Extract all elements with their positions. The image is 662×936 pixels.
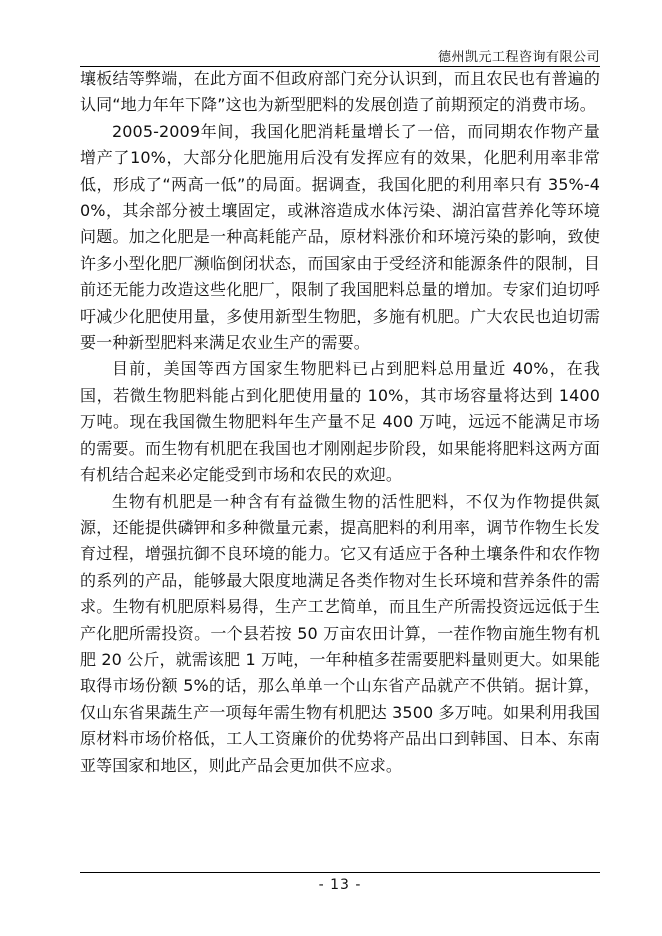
paragraph-biofertilizer-market: 目前，美国等西方国家生物肥料已占到肥料总用量近 40%，在我国，若微生物肥料能占到化肥使用量的 10%，其市场容量将达到 1400 万吨。现在我国微生物肥料年生产量不足 400 万吨，远远不能满足市场的需要。而生物有机肥在我国也才刚刚起步阶段，如果能将肥料这两方面有机结合起来必定能受到市场和农民的欢迎。: [80, 359, 600, 485]
paragraph-bio-organic-fertilizer: 生物有机肥是一种含有有益微生物的活性肥料，不仅为作物提供氮源，还能提供磷钾和多种微量元素，提高肥料的利用率，调节作物生长发育过程，增强抗御不良环境的能力。它又有适应于各种土壤条件和农作物的系列的产品，能够最大限度地满足各类作物对生长环境和营养条件的需求。生物有机肥原料易得，生产工艺简单，而且生产所需投资远远低于生产化肥所需投资。一个县若按 50 万亩农田计算，一茬作物亩施生物有机肥 20 公斤，就需该肥 1 万吨，一年种植多茬需要肥料量则更大。如果能取得市场份额 5%的话，那么单单一个山东省产品就产不供销。据计算，仅山东省果蔬生产一项每年需生物有机肥达 3500 多万吨。如果利用我国原材料市场价格低，工人工资廉价的优势将产品出口到韩国、日本、东南亚等国家和地区，则此产品会更加供不应求。: [80, 491, 600, 775]
document-body: [80, 66, 600, 779]
page-header: [80, 44, 600, 67]
page-footer: [80, 872, 600, 893]
company-name: 德州凯元工程咨询有限公司: [437, 50, 600, 65]
paragraph-fertilizer-usage: 2005-2009年间，我国化肥消耗量增长了一倍，而同期农作物产量增产了10%，大部分化肥施用后没有发挥应有的效果，化肥利用率非常低，形成了“两高一低”的局面。据调查，我国化肥的利用率只有 35%-40%，其余部分被土壤固定，或淋溶造成水体污染、湖泊富营养化等环境问题。加之化肥是一种高耗能产品，原材料涨价和环境污染的影响，致使许多小型化肥厂濒临倒闭状态，而国家由于受经济和能源条件的限制，目前还无能力改造这些化肥厂，限制了我国肥料总量的增加。专家们迫切呼吁减少化肥使用量，多使用新型生物肥，多施有机肥。广大农民也迫切需要一种新型肥料来满足农业生产的需要。: [80, 121, 600, 353]
page-number: - 13 -: [318, 877, 362, 893]
paragraph-continuation: 壤板结等弊端，在此方面不但政府部门充分认识到，而且农民也有普遍的认同“地力年年下降”这也为新型肥料的发展创造了前期预定的消费市场。: [80, 69, 600, 115]
